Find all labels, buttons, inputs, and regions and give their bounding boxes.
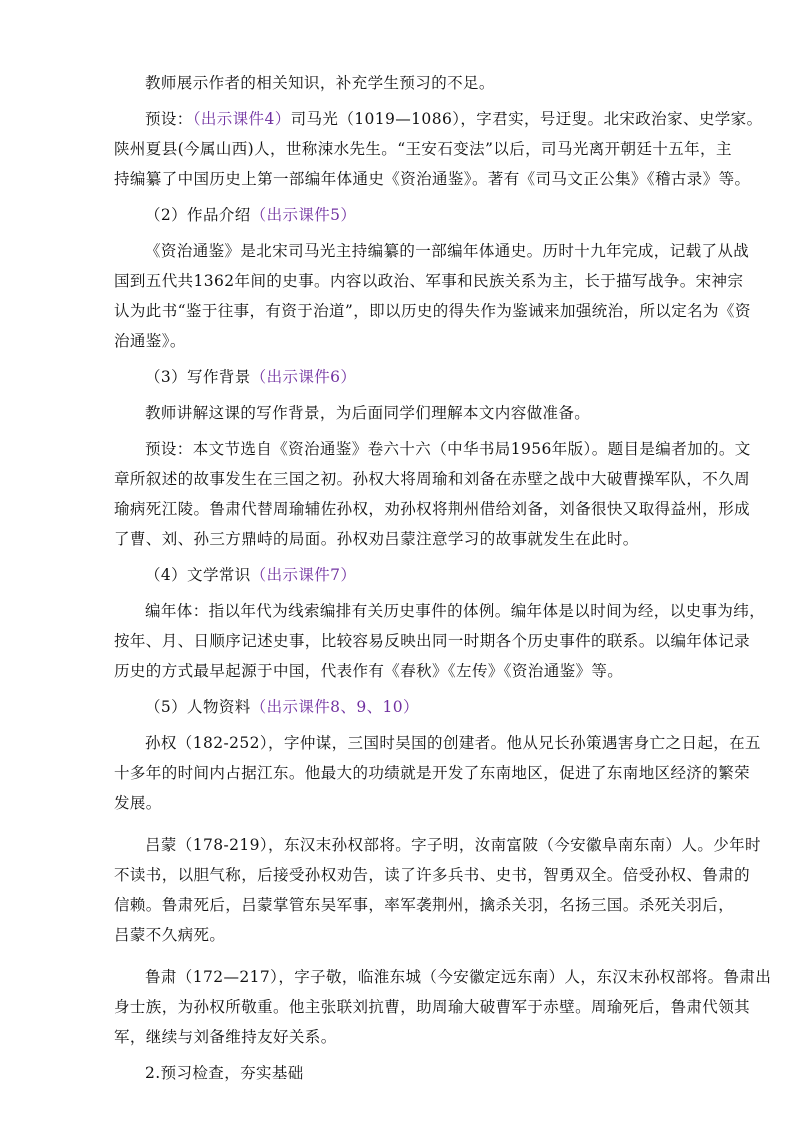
text-line: 信赖。鲁肃死后，吕蒙掌管东吴军事，率军袭荆州，擒杀关羽，名扬三国。杀死关羽后， [114, 896, 735, 914]
paragraph-intro [83, 68, 721, 98]
paragraph-work-intro [83, 236, 751, 356]
section-heading-work-intro [83, 200, 721, 230]
heading-line [83, 560, 721, 590]
courseware-note: （出示课件7） [250, 566, 357, 584]
text-line: 不读书，以胆气称，后接受孙权劝告，读了许多兵书、史书，智勇双全。倍受孙权、鲁肃的 [114, 866, 751, 884]
text-line: 身士族，为孙权所敬重。他主张联刘抗曹，助周瑜大破曹军于赤壁。周瑜死后，鲁肃代领其 [114, 998, 751, 1016]
heading-line [83, 200, 721, 230]
text-line: 2.预习检查，夯实基础 [145, 1064, 304, 1082]
section-heading-people [83, 692, 721, 722]
text-line: 预设：本文节选自《资治通鉴》卷六十六（中华书局1956年版）。题目是编者加的。文 [145, 440, 751, 458]
text-line [83, 104, 763, 134]
text-line: 教师展示作者的相关知识，补充学生预习的不足。 [145, 74, 495, 92]
heading-line [83, 692, 721, 722]
text-line: 吕蒙（178-219），东汉末孙权部将。字子明，汝南富陂（今安徽阜南东南）人。少年时 [145, 836, 761, 854]
heading-line [83, 362, 721, 392]
paragraph-background-preset [83, 434, 751, 554]
document-body [83, 68, 772, 1088]
courseware-note: （出示课件4） [192, 110, 291, 128]
text-line: 孙权（182-252），字仲谋，三国时吴国的创建者。他从兄长孙策遇害身亡之日起，在五 [145, 734, 761, 752]
preset-label: 预设： [145, 110, 193, 128]
text-line: 编年体：指以年代为线索编排有关历史事件的体例。编年体是以时间为经，以史事为纬， [145, 602, 766, 620]
heading-label: （2）作品介绍 [145, 206, 251, 224]
heading-label: （4）文学常识 [145, 566, 251, 584]
paragraph-lv-meng [83, 830, 761, 950]
heading-label: （5）人物资料 [145, 698, 251, 716]
courseware-note: （出示课件6） [250, 368, 357, 386]
paragraph-lu-su [83, 962, 772, 1052]
text-line: 按年、月、日顺序记述史事，比较容易反映出同一时期各个历史事件的联系。以编年体记录 [114, 632, 751, 650]
text-line: 历史的方式最早起源于中国，代表作有《春秋》《左传》《资治通鉴》等。 [114, 662, 624, 680]
text-line: 吕蒙不久病死。 [114, 926, 226, 944]
text-line: 军，继续与刘备维持友好关系。 [114, 1028, 337, 1046]
text-line: 教师讲解这课的写作背景，为后面同学们理解本文内容做准备。 [145, 404, 591, 422]
courseware-note: （出示课件8、9、10） [250, 698, 419, 716]
text-line: 发展。 [114, 794, 162, 812]
section-heading-literary [83, 560, 721, 590]
text-line: 了曹、刘、孙三方鼎峙的局面。孙权劝吕蒙注意学习的故事就发生在此时。 [114, 530, 639, 548]
courseware-note: （出示课件5） [250, 206, 357, 224]
author-text: 司马光（1019—1086），字君实，号迂叟。北宋政治家、史学家。 [290, 110, 763, 128]
text-line: 持编纂了中国历史上第一部编年体通史《资治通鉴》。著有《司马文正公集》《稽古录》等。 [114, 170, 751, 188]
heading-label: （3）写作背景 [145, 368, 251, 386]
text-line: 瑜病死江陵。鲁肃代替周瑜辅佐孙权，劝孙权将荆州借给刘备，刘备很快又取得益州，形成 [114, 500, 751, 518]
text-line: 《资治通鉴》是北宋司马光主持编纂的一部编年体通史。历时十九年完成，记载了从战 [145, 242, 750, 260]
text-line: 陕州夏县(今属山西)人，世称涑水先生。“王安石变法”以后，司马光离开朝廷十五年，主 [114, 140, 732, 158]
text-line: 鲁肃（172—217），字子敬，临淮东城（今安徽定远东南）人，东汉末孙权部将。鲁肃出 [145, 968, 772, 986]
text-line: 认为此书“鉴于往事，有资于治道”，即以历史的得失作为鉴诫来加强统治，所以定名为《资 [114, 302, 751, 320]
text-line: 章所叙述的故事发生在三国之初。孙权大将周瑜和刘备在赤壁之战中大破曹操军队，不久周 [114, 470, 751, 488]
paragraph-author-info [83, 104, 763, 194]
text-line: 治通鉴》。 [114, 332, 186, 350]
paragraph-sun-quan [83, 728, 761, 818]
paragraph-background-teacher [83, 398, 721, 428]
section-heading-background [83, 362, 721, 392]
paragraph-chronicle [83, 596, 766, 686]
text-line: 国到五代共1362年间的史事。内容以政治、军事和民族关系为主，长于描写战争。宋神宗 [114, 272, 744, 290]
section-heading-preview-check [83, 1058, 721, 1088]
text-line: 十多年的时间内占据江东。他最大的功绩就是开发了东南地区，促进了东南地区经济的繁荣 [114, 764, 751, 782]
